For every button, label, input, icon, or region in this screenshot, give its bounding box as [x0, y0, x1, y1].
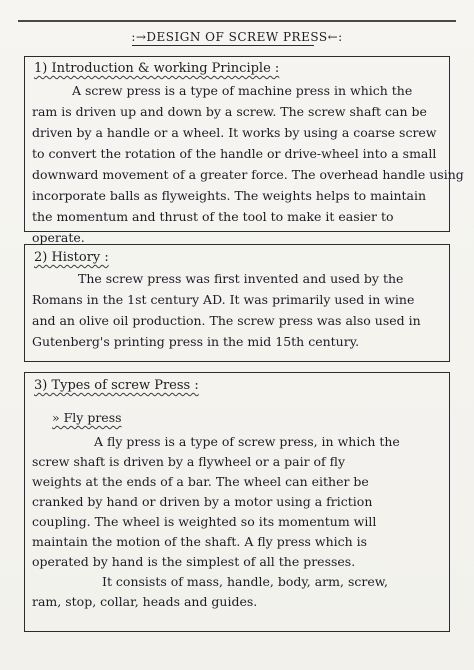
section-intro-heading: 1) Introduction & working Principle : — [34, 61, 280, 76]
paragraph-line: A fly press is a type of screw press, in which the — [94, 434, 400, 449]
section-types-paragraph — [32, 432, 442, 612]
paragraph-line: Gutenberg's printing press in the mid 15th century. — [32, 334, 360, 349]
paragraph-line: ram, stop, collar, heads and guides. — [32, 594, 258, 609]
paragraph-line: Romans in the 1st century AD. It was primarily used in wine — [32, 292, 415, 307]
paragraph-line: and an olive oil production. The screw press was also used in — [32, 313, 421, 328]
section-types-heading: 3) Types of screw Press : — [34, 378, 199, 393]
page-title: :→DESIGN OF SCREW PRESS←: — [131, 30, 343, 44]
paragraph-line: ram is driven up and down by a screw. The screw shaft can be — [32, 104, 427, 119]
paragraph-line: the momentum and thrust of the tool to make it easier to — [32, 209, 394, 224]
top-rule — [18, 20, 456, 22]
title-underline — [132, 45, 314, 46]
section-intro-paragraph — [32, 80, 464, 248]
paragraph-line: driven by a handle or a wheel. It works by using a coarse screw — [32, 125, 437, 140]
paragraph-line: It consists of mass, handle, body, arm, screw, — [102, 574, 388, 589]
paragraph-line: downward movement of a greater force. The overhead handle using — [32, 167, 464, 182]
paragraph-line: operated by hand is the simplest of all the presses. — [32, 554, 356, 569]
paragraph-line: incorporate balls as flyweights. The weights helps to maintain — [32, 188, 427, 203]
paragraph-line: The screw press was first invented and used by the — [78, 271, 404, 286]
paragraph-line: operate. — [32, 230, 85, 245]
paragraph-line: to convert the rotation of the handle or drive-wheel into a small — [32, 146, 437, 161]
paragraph-line: screw shaft is driven by a flywheel or a pair of fly — [32, 454, 346, 469]
section-history-paragraph — [32, 268, 442, 352]
paragraph-line: weights at the ends of a bar. The wheel can either be — [32, 474, 369, 489]
paragraph-line: maintain the motion of the shaft. A fly press which is — [32, 534, 368, 549]
paragraph-line: cranked by hand or driven by a motor using a friction — [32, 494, 373, 509]
section-history-heading: 2) History : — [34, 250, 109, 265]
paragraph-line: A screw press is a type of machine press in which the — [72, 83, 413, 98]
fly-press-subheading: » Fly press — [52, 410, 122, 425]
paragraph-line: coupling. The wheel is weighted so its momentum will — [32, 514, 377, 529]
